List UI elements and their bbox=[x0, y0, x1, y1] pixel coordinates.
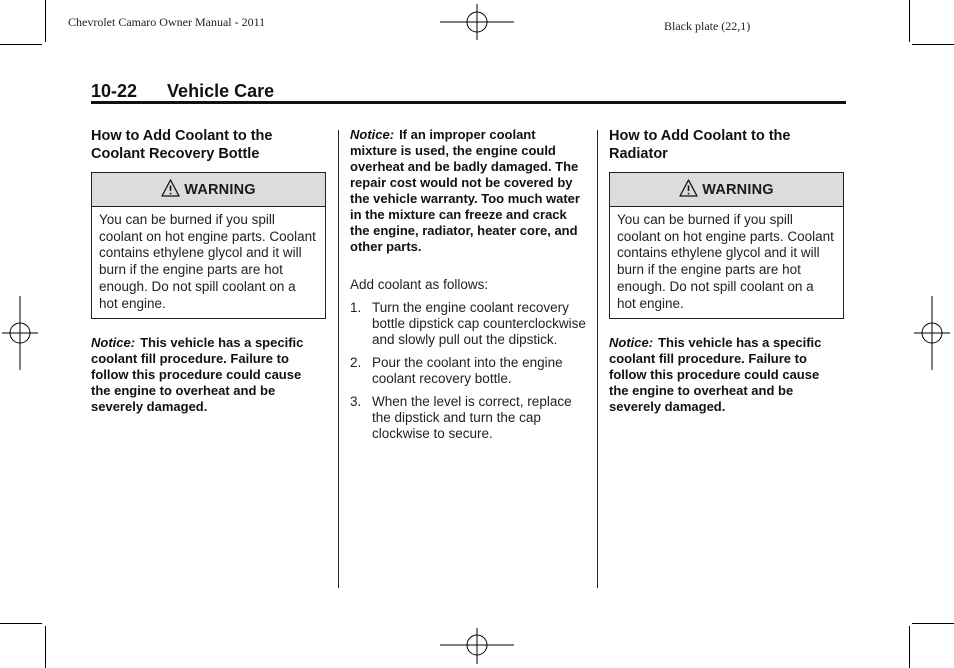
col3-notice bbox=[609, 335, 841, 415]
col1-notice bbox=[91, 335, 323, 415]
warning-icon bbox=[161, 179, 180, 197]
warning-label: WARNING bbox=[184, 181, 256, 198]
registration-mark-icon bbox=[440, 628, 514, 664]
step-text: Pour the coolant into the engine coolant recovery bottle. bbox=[372, 355, 563, 386]
warning-icon bbox=[679, 179, 698, 197]
crop-mark bbox=[0, 623, 42, 624]
warning-text: You can be burned if you spill coolant on hot engine parts. Coolant contains ethylene glycol and it will burn if the engine parts are hot enough. Do not spill coolant on a hot engine. bbox=[617, 212, 834, 311]
registration-mark-icon bbox=[440, 4, 514, 40]
notice-label: Notice: bbox=[91, 335, 136, 350]
column-divider bbox=[597, 130, 598, 588]
col2-notice bbox=[350, 127, 586, 255]
notice-text: This vehicle has a specific coolant fill procedure. Failure to follow this procedure could cause the engine to overheat and be severely damaged. bbox=[609, 335, 822, 414]
crop-mark bbox=[909, 0, 910, 42]
crop-mark bbox=[45, 626, 46, 668]
notice-text: If an improper coolant mixture is used, the engine could overheat and be badly damaged. The repair cost would not be covered by the vehicle warranty. Too much water in the mixture can freeze and crack the engine, radiator, heater core, and other parts. bbox=[350, 127, 580, 254]
crop-mark bbox=[45, 0, 46, 42]
notice-label: Notice: bbox=[609, 335, 654, 350]
warning-header bbox=[610, 173, 843, 207]
notice-label: Notice: bbox=[350, 127, 395, 142]
crop-mark bbox=[912, 44, 954, 45]
col1-warning-box bbox=[91, 172, 326, 319]
col3-heading: How to Add Coolant to the Radiator bbox=[609, 128, 791, 162]
plate-label: Black plate (22,1) bbox=[664, 19, 751, 33]
crop-mark bbox=[0, 44, 42, 45]
step-number: 1. bbox=[350, 300, 362, 315]
col2-steps-list bbox=[350, 300, 590, 449]
crop-mark bbox=[912, 623, 954, 624]
step-text: When the level is correct, replace the dipstick and turn the cap clockwise to secure. bbox=[372, 394, 572, 441]
column-divider bbox=[338, 130, 339, 588]
col3-warning-box bbox=[609, 172, 844, 319]
col1-heading: How to Add Coolant to the Coolant Recovery Bottle bbox=[91, 128, 273, 162]
col2-intro: Add coolant as follows: bbox=[350, 277, 489, 292]
manual-title: Chevrolet Camaro Owner Manual - 2011 bbox=[68, 15, 266, 29]
list-item bbox=[350, 355, 590, 387]
warning-text: You can be burned if you spill coolant on hot engine parts. Coolant contains ethylene glycol and it will burn if the engine parts are hot enough. Do not spill coolant on a hot engine. bbox=[99, 212, 316, 311]
list-item bbox=[350, 300, 590, 348]
list-item bbox=[350, 394, 590, 442]
warning-header bbox=[92, 173, 325, 207]
section-number: 10-22 bbox=[91, 81, 138, 101]
registration-mark-icon bbox=[2, 296, 38, 370]
section-title: Vehicle Care bbox=[167, 81, 275, 101]
step-text: Turn the engine coolant recovery bottle dipstick cap counterclockwise and slowly pull out the dipstick. bbox=[372, 300, 586, 347]
step-number: 2. bbox=[350, 355, 362, 370]
page-title bbox=[91, 81, 274, 102]
warning-label: WARNING bbox=[702, 181, 774, 198]
title-rule bbox=[91, 101, 846, 104]
crop-mark bbox=[909, 626, 910, 668]
registration-mark-icon bbox=[914, 296, 950, 370]
step-number: 3. bbox=[350, 394, 362, 409]
notice-text: This vehicle has a specific coolant fill procedure. Failure to follow this procedure could cause the engine to overheat and be severely damaged. bbox=[91, 335, 304, 414]
